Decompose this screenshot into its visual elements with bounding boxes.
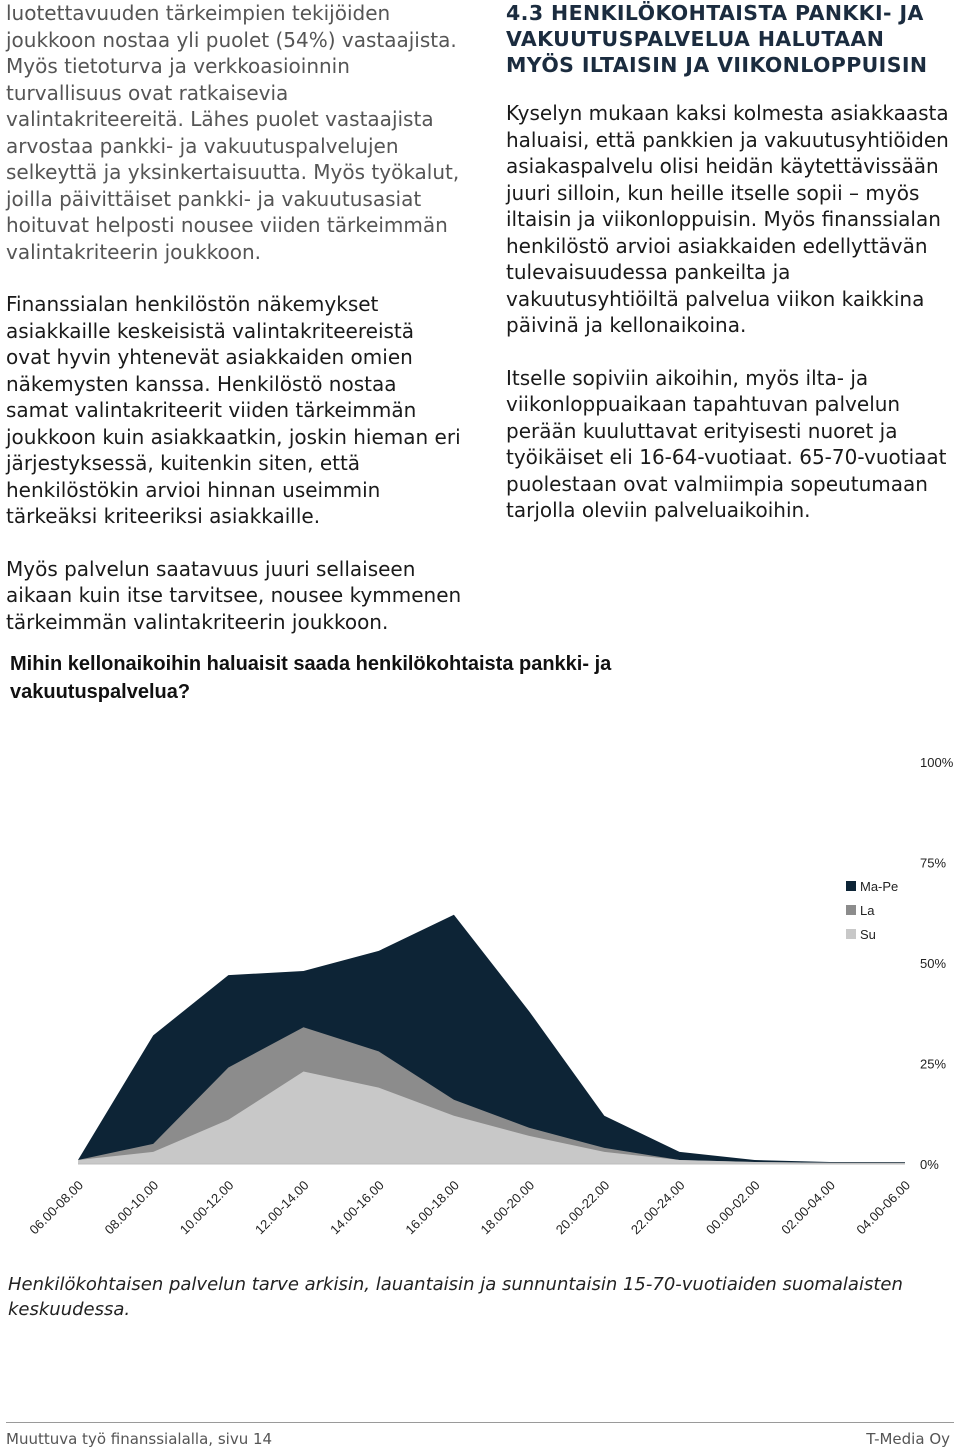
legend-label: Ma-Pe [860, 879, 899, 894]
x-tick-label: 00.00-02.00 [703, 1177, 763, 1238]
left-paragraph-1: luotettavuuden tärkeimpien tekijöiden joukkoon nostaa yli puolet (54%) vastaajista. Myös tietoturva ja verkkoasioinnin turvallisuus ovat ratkaisevia valintakriteereitä. Lähes puolet vastaajista arvostaa pankki- ja vakuutuspalvelujen selkeyttä ja yksinkertaisuutta. Myös työkalut, joilla päivittäiset pankki- ja vakuutusasiat hoituvat helposti nousee viiden tärkeimmän valintakriteerin joukkoon. [6, 1, 460, 264]
x-tick-label: 16.00-18.00 [402, 1177, 463, 1238]
left-paragraph-3: Myös palvelun saatavuus juuri sellaiseen aikaan kuin itse tarvitsee, nousee kymmenen tärkeimmän valintakriteerin joukkoon. [6, 556, 462, 634]
x-tick-label: 20.00-22.00 [552, 1177, 613, 1238]
legend-swatch [846, 881, 856, 891]
left-paragraph-2: Finanssialan henkilöstön näkemykset asiakkaille keskeisistä valintakriteereistä ovat hyvin yhtenevät asiakkaiden omien näkemysten kanssa. Henkilöstö nostaa samat valintakriteerit viiden tärkeimmän joukkoon kuin asiakkaatkin, joskin hieman eri järjestyksessä, kuitenkin siten, että henkilöstökin arvioi hinnan useimmin tärkeäksi kriteeriksi asiakkaille. [6, 292, 461, 528]
legend-label: Su [860, 927, 876, 942]
x-tick-label: 22.00-24.00 [627, 1177, 688, 1238]
x-tick-label: 18.00-20.00 [477, 1177, 538, 1238]
x-tick-label: 06.00-08.00 [26, 1177, 87, 1238]
y-tick-label: 50% [920, 956, 947, 971]
y-tick-label: 100% [920, 755, 954, 770]
x-tick-label: 04.00-06.00 [853, 1177, 914, 1238]
x-tick-label: 08.00-10.00 [101, 1177, 162, 1238]
legend-swatch [846, 929, 856, 939]
footer-publication: Muuttuva työ finanssialalla, sivu 14 [6, 1430, 273, 1448]
chart-title: Mihin kellonaikoihin haluaisit saada henkilökohtaista pankki- ja vakuutuspalvelua? [10, 653, 612, 703]
x-tick-label: 10.00-12.00 [176, 1177, 237, 1238]
section-heading: 4.3 HENKILÖKOHTAISTA PANKKI- JA VAKUUTUSPALVELUA HALUTAAN MYÖS ILTAISIN JA VIIKONLOPPUISIN [506, 1, 928, 77]
y-tick-label: 25% [920, 1056, 947, 1072]
footer-publisher: T-Media Oy [866, 1430, 950, 1448]
x-tick-label: 14.00-16.00 [327, 1177, 387, 1238]
footer-divider [6, 1422, 954, 1423]
right-paragraph-1: Kyselyn mukaan kaksi kolmesta asiakkaasta haluaisi, että pankkien ja vakuutusyhtiöiden asiakaspalvelu olisi heidän käytettävissään juuri silloin, kun heille itselle sopii – myös iltaisin ja viikonloppuisin. Myös finanssialan henkilöstö arvioi asiakkaiden edellyttävän tulevaisuudessa pankeilta ja vakuutusyhtiöiltä palvelua viikon kaikkina päivinä ja kellonaikoina. [506, 101, 949, 337]
left-text-column [6, 0, 462, 661]
right-text-column [506, 0, 958, 550]
right-paragraph-2: Itselle sopiviin aikoihin, myös ilta- ja viikonloppuaikaan tapahtuvan palvelun perään kuuluttavat erityisesti nuoret ja työikäiset eli 16-64-vuotiaat. 65-70-vuotiaat puolestaan ovat valmiimpia sopeutumaan tarjolla oleviin palveluaikoihin. [506, 365, 947, 522]
legend-label: La [860, 903, 875, 918]
x-tick-label: 12.00-14.00 [251, 1177, 312, 1238]
y-tick-label: 0% [920, 1157, 939, 1172]
legend-swatch [846, 905, 856, 915]
area-chart [0, 740, 960, 1260]
y-tick-label: 75% [920, 855, 947, 871]
x-tick-label: 02.00-04.00 [778, 1177, 838, 1238]
chart-caption: Henkilökohtaisen palvelun tarve arkisin, lauantaisin ja sunnuntaisin 15-70-vuotiaiden suomalaisten keskuudessa. [8, 1274, 903, 1320]
